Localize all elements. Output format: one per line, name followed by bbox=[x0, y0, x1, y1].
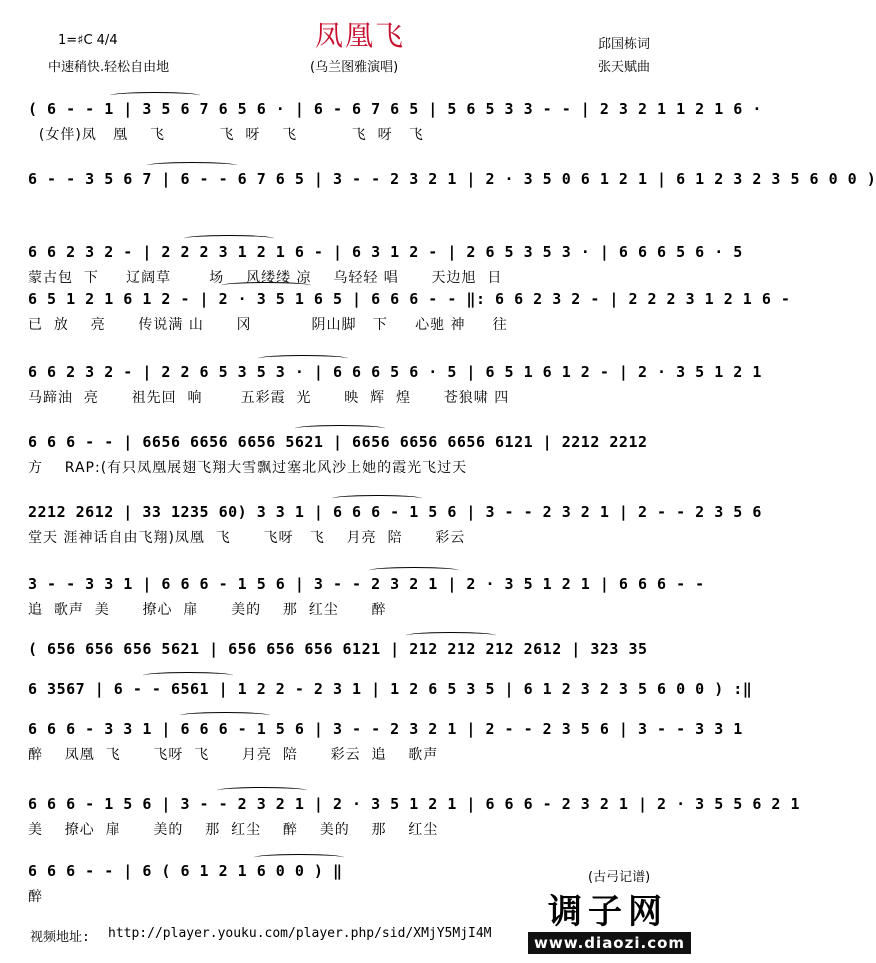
site-url[interactable]: www.diaozi.com bbox=[528, 932, 691, 954]
lyric-line: 醉 bbox=[28, 889, 43, 905]
slur-mark bbox=[147, 162, 237, 169]
key-signature: 1=♯C 4/4 bbox=[58, 33, 118, 48]
notation-line: ( 656 656 656 5621 | 656 656 656 6121 | 212 212 212 2612 | 323 35 bbox=[28, 640, 648, 658]
site-logo: 调子网 bbox=[548, 892, 668, 932]
lyric-line: (女伴)凤 凰 飞 飞 呀 飞 飞 呀 飞 bbox=[28, 127, 424, 143]
notation-line: 6 3567 | 6 - - 6561 | 1 2 2 - 2 3 1 | 1 2 6 5 3 5 | 6 1 2 3 2 3 5 6 0 0 ) :‖ bbox=[28, 680, 753, 698]
composer: 张天赋曲 bbox=[598, 60, 651, 75]
lyricist: 邱国栋词 bbox=[598, 37, 651, 52]
slur-mark bbox=[184, 235, 274, 242]
notation-line: 6 6 2 3 2 - | 2 2 2 3 1 2 1 6 - | 6 3 1 2 - | 2 6 5 3 5 3 · | 6 6 6 5 6 · 5 bbox=[28, 243, 743, 261]
slur-mark bbox=[369, 567, 459, 574]
lyric-line: 马蹄油 亮 祖先回 响 五彩霞 光 映 辉 煌 苍狼啸 四 bbox=[28, 390, 510, 406]
slur-mark bbox=[217, 787, 307, 794]
notation-line: 6 6 6 - - | 6 ( 6 1 2 1 6 0 0 ) ‖ bbox=[28, 862, 343, 880]
slur-mark bbox=[143, 672, 233, 679]
notation-line: 3 - - 3 3 1 | 6 6 6 - 1 5 6 | 3 - - 2 3 2 1 | 2 · 3 5 1 2 1 | 6 6 6 - - bbox=[28, 575, 705, 593]
transcriber-credit: (古弓记谱) bbox=[588, 870, 651, 885]
slur-mark bbox=[110, 92, 200, 99]
slur-mark bbox=[258, 355, 348, 362]
song-title: 凤凰飞 bbox=[314, 19, 405, 52]
slur-mark bbox=[332, 495, 422, 502]
lyric-line: 醉 凤凰 飞 飞呀 飞 月亮 陪 彩云 追 歌声 bbox=[28, 747, 439, 763]
video-address-label: 视频地址: bbox=[30, 930, 90, 945]
notation-line: 2212 2612 | 33 1235 60) 3 3 1 | 6 6 6 - 1 5 6 | 3 - - 2 3 2 1 | 2 - - 2 3 5 6 bbox=[28, 503, 762, 521]
slur-mark bbox=[406, 632, 496, 639]
notation-line: 6 6 2 3 2 - | 2 2 6 5 3 5 3 · | 6 6 6 5 6 · 5 | 6 5 1 6 1 2 - | 2 · 3 5 1 2 1 bbox=[28, 363, 762, 381]
lyric-line: 追 歌声 美 撩心 扉 美的 那 红尘 醉 bbox=[28, 602, 387, 618]
tempo-marking: 中速稍快.轻松自由地 bbox=[48, 60, 170, 75]
lyric-line: 蒙古包 下 辽阔草 场 风缕缕 凉 乌轻轻 唱 天边旭 日 bbox=[28, 270, 503, 286]
slur-mark bbox=[221, 282, 311, 289]
video-url-link[interactable]: http://player.youku.com/player.php/sid/XMjY5MjI4M bbox=[108, 926, 492, 941]
notation-line: 6 6 6 - 1 5 6 | 3 - - 2 3 2 1 | 2 · 3 5 1 2 1 | 6 6 6 - 2 3 2 1 | 2 · 3 5 5 6 2 1 bbox=[28, 795, 800, 813]
slur-mark bbox=[295, 425, 385, 432]
lyric-line: 美 撩心 扉 美的 那 红尘 醉 美的 那 红尘 bbox=[28, 822, 439, 838]
lyric-line: 堂天 涯神话自由飞翔)凤凰 飞 飞呀 飞 月亮 陪 彩云 bbox=[28, 530, 466, 546]
notation-line: 6 5 1 2 1 6 1 2 - | 2 · 3 5 1 6 5 | 6 6 6 - - ‖: 6 6 2 3 2 - | 2 2 2 3 1 2 1 6 - bbox=[28, 290, 791, 308]
notation-line: 6 6 6 - - | 6656 6656 6656 5621 | 6656 6656 6656 6121 | 2212 2212 bbox=[28, 433, 648, 451]
lyric-line: 已 放 亮 传说满 山 冈 阴山脚 下 心驰 神 往 bbox=[28, 317, 508, 333]
slur-mark bbox=[180, 712, 270, 719]
performer: (乌兰图雅演唱) bbox=[310, 60, 399, 75]
slur-mark bbox=[254, 854, 344, 861]
notation-line: ( 6 - - 1 | 3 5 6 7 6 5 6 · | 6 - 6 7 6 5 | 5 6 5 3 3 - - | 2 3 2 1 1 2 1 6 · bbox=[28, 100, 762, 118]
notation-line: 6 - - 3 5 6 7 | 6 - - 6 7 6 5 | 3 - - 2 3 2 1 | 2 · 3 5 0 6 1 2 1 | 6 1 2 3 2 3 5 6 0 0 ) bbox=[28, 170, 876, 188]
lyric-line: 方 RAP:(有只凤凰展翅飞翔大雪飘过塞北风沙上她的霞光飞过天 bbox=[28, 460, 468, 476]
notation-line: 6 6 6 - 3 3 1 | 6 6 6 - 1 5 6 | 3 - - 2 3 2 1 | 2 - - 2 3 5 6 | 3 - - 3 3 1 bbox=[28, 720, 743, 738]
